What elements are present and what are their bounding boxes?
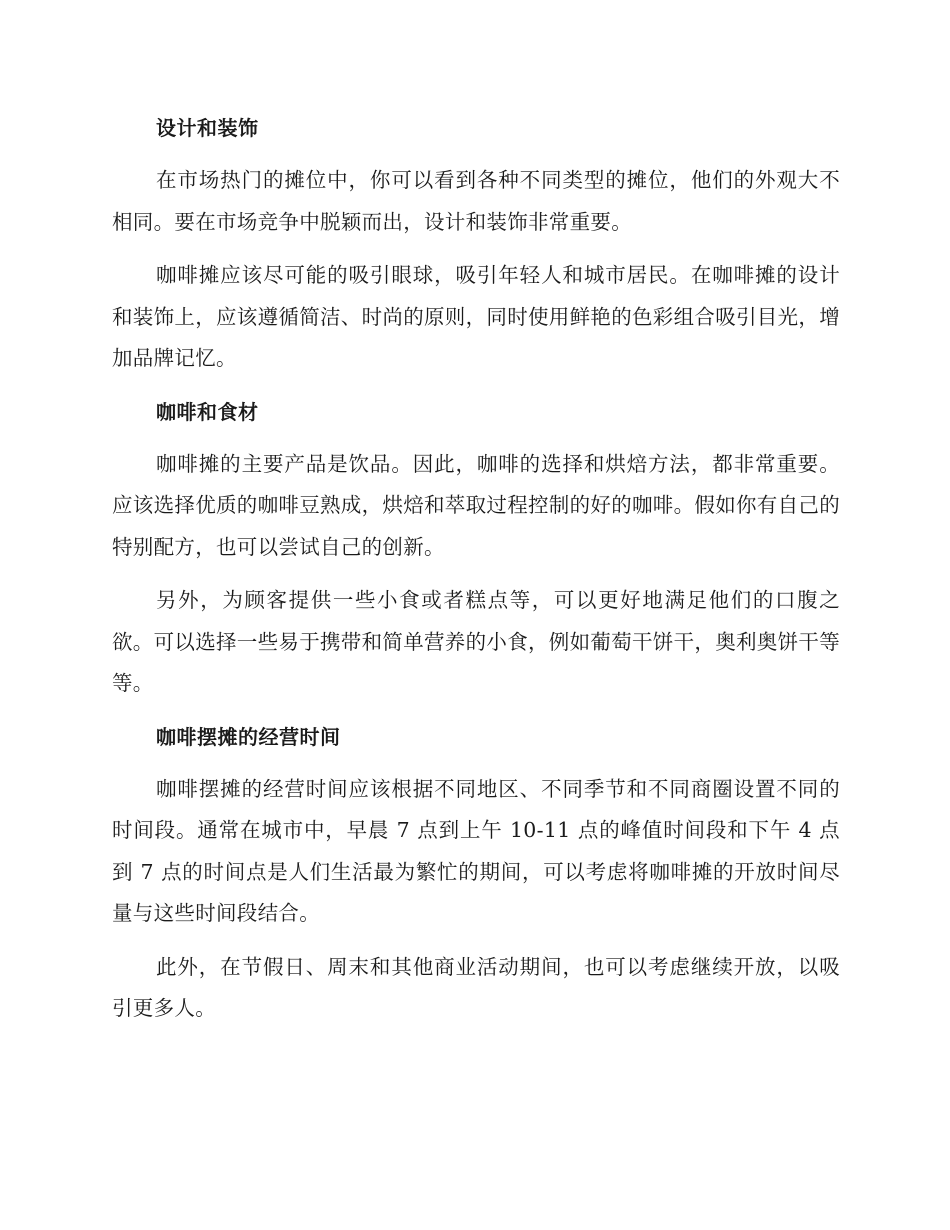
section-heading-design: 设计和装饰 (156, 116, 259, 140)
paragraph-hours-1: 咖啡摆摊的经营时间应该根据不同地区、不同季节和不同商圈设置不同的时间段。通常在城市中，早晨 7 点到上午 10-11 点的峰值时间段和下午 4 点到 7 点的时间点是人们生活最为繁忙的期间，可以考虑将咖啡摊的开放时间尽量与这些时间段结合。 (112, 776, 840, 925)
paragraph-design-1: 在市场热门的摊位中，你可以看到各种不同类型的摊位，他们的外观大不相同。要在市场竞争中脱颖而出，设计和装饰非常重要。 (112, 168, 840, 234)
paragraph-coffee-2: 另外，为顾客提供一些小食或者糕点等，可以更好地满足他们的口腹之欲。可以选择一些易于携带和简单营养的小食，例如葡萄干饼干，奥利奥饼干等等。 (112, 588, 840, 695)
section-heading-business-hours: 咖啡摆摊的经营时间 (156, 724, 341, 749)
section-heading-coffee-ingredients: 咖啡和食材 (156, 399, 259, 424)
paragraph-design-2: 咖啡摊应该尽可能的吸引眼球，吸引年轻人和城市居民。在咖啡摊的设计和装饰上，应该遵循简洁、时尚的原则，同时使用鲜艳的色彩组合吸引目光，增加品牌记忆。 (112, 263, 840, 370)
document-page (112, 108, 840, 1030)
paragraph-hours-2: 此外，在节假日、周末和其他商业活动期间，也可以考虑继续开放，以吸引更多人。 (112, 954, 840, 1020)
paragraph-coffee-1: 咖啡摊的主要产品是饮品。因此，咖啡的选择和烘焙方法，都非常重要。应该选择优质的咖啡豆熟成，烘焙和萃取过程控制的好的咖啡。假如你有自己的特别配方，也可以尝试自己的创新。 (112, 451, 840, 559)
